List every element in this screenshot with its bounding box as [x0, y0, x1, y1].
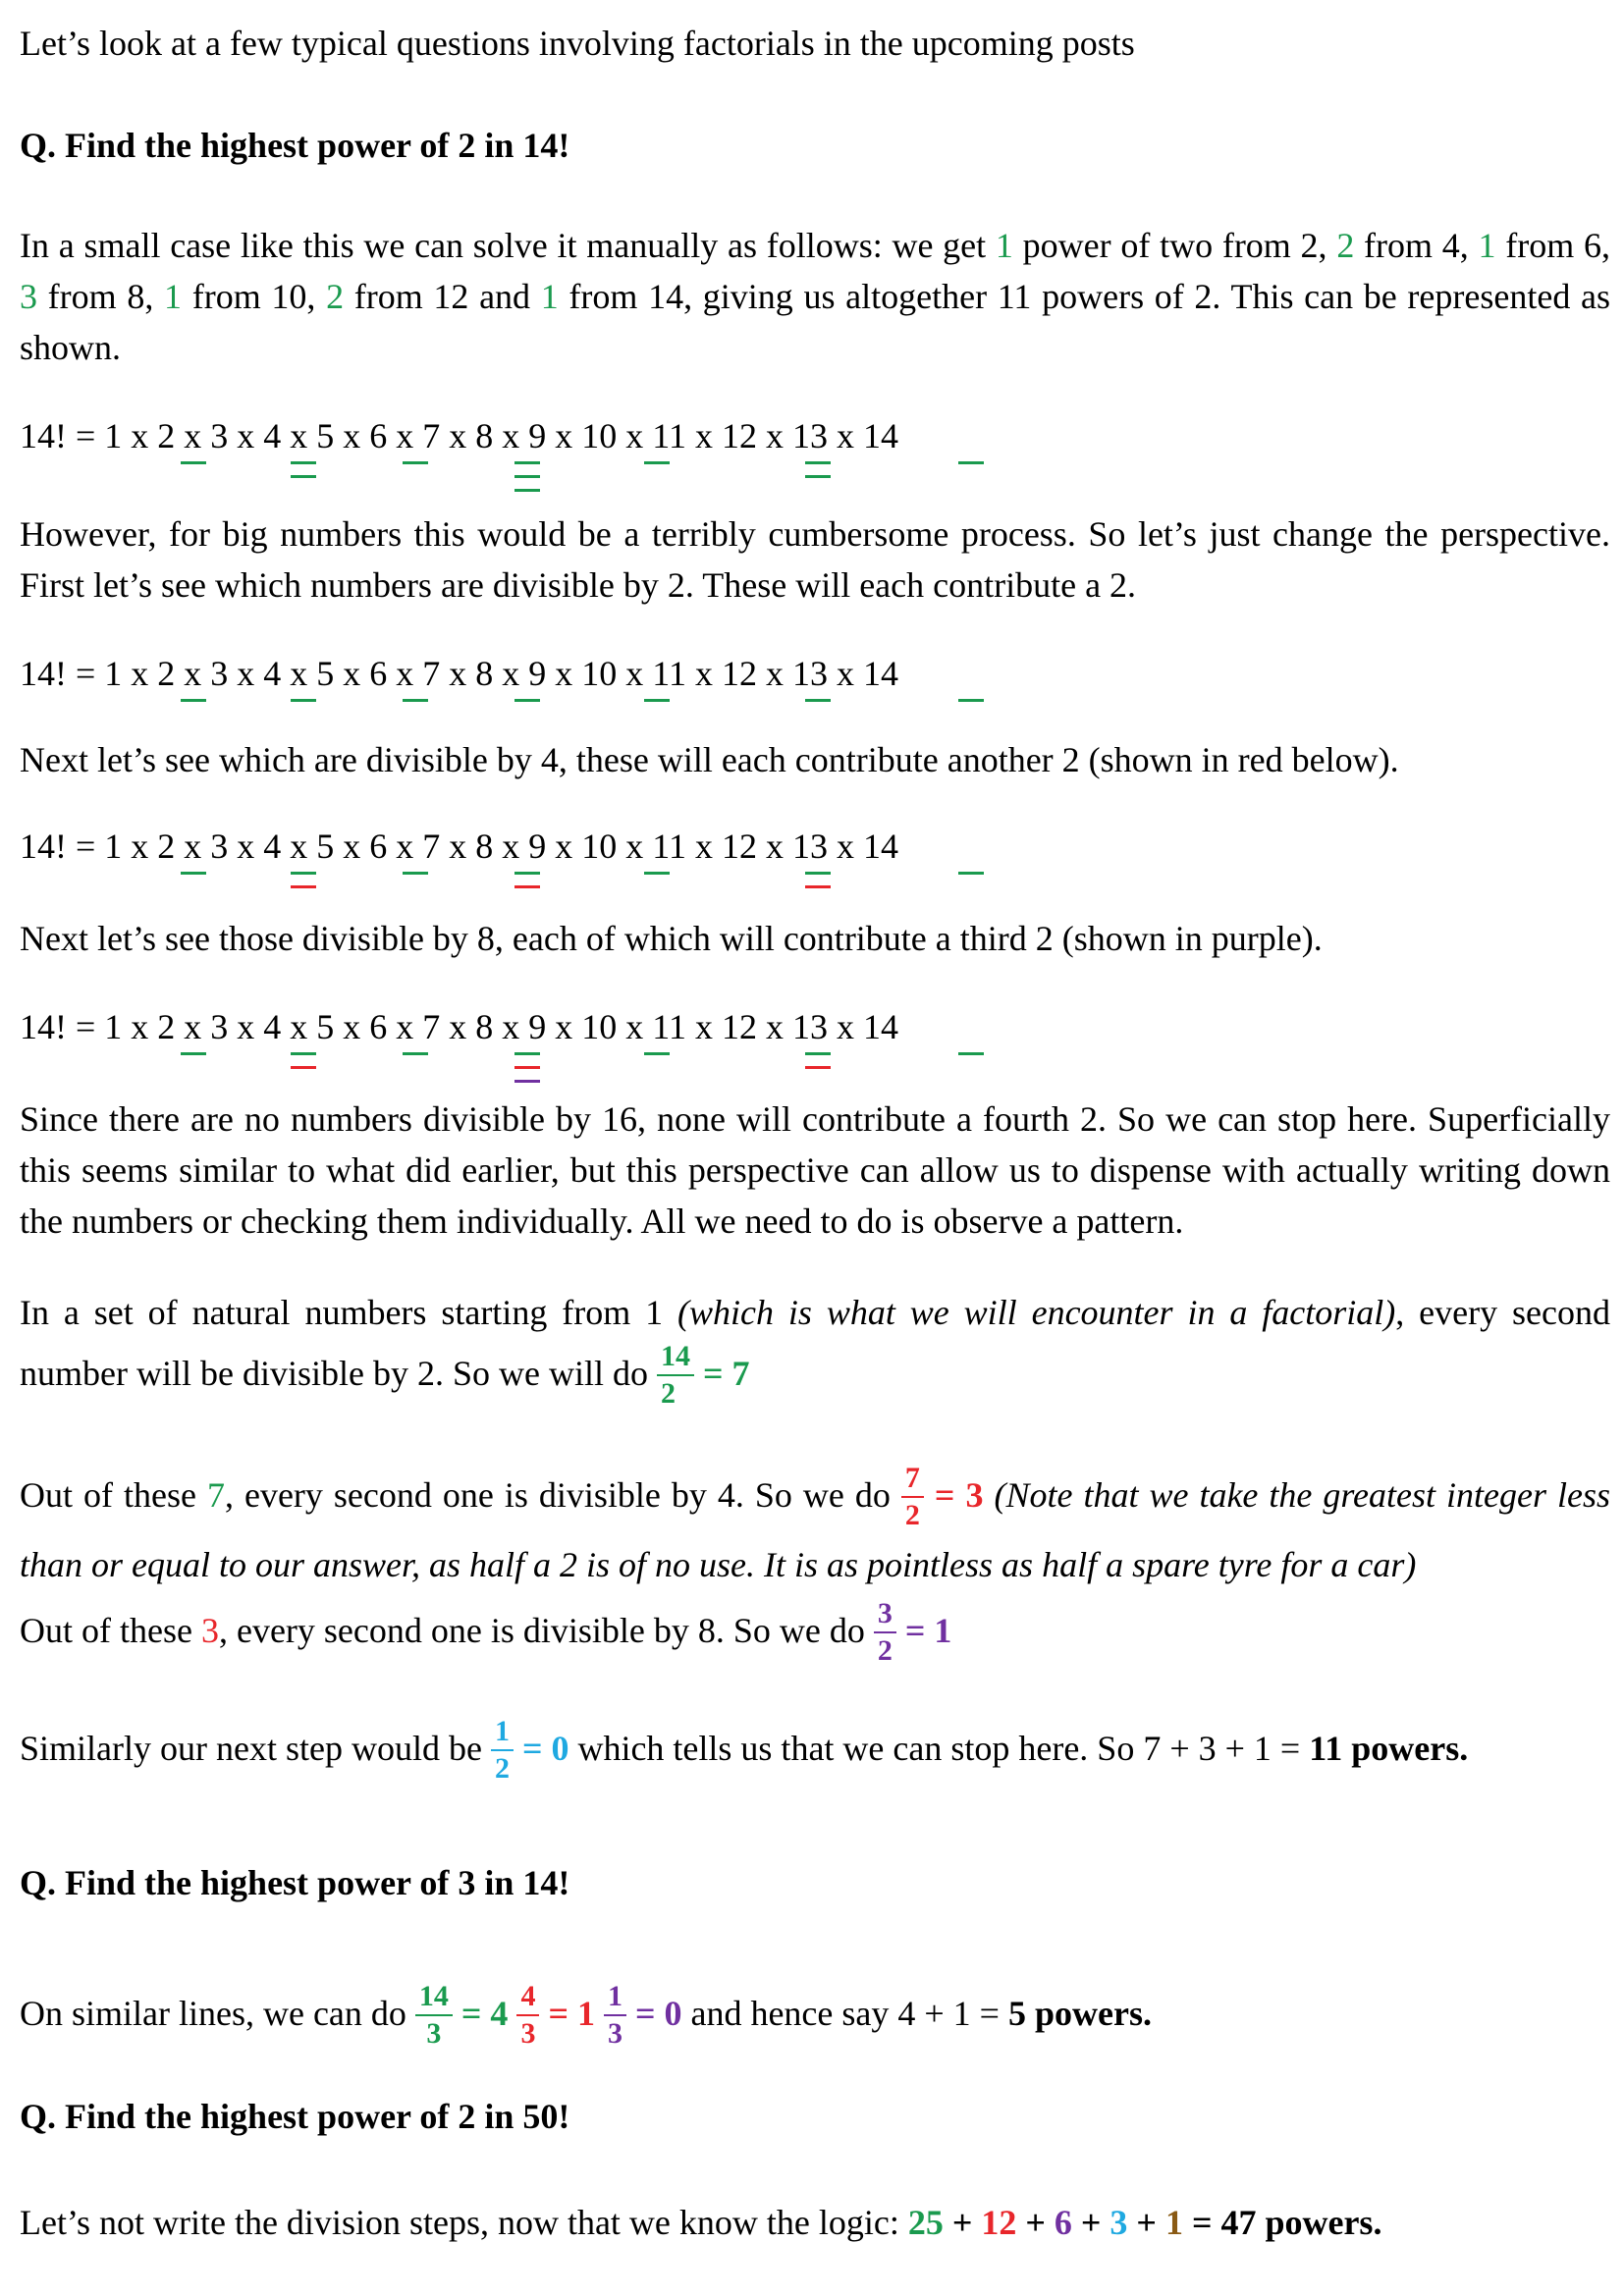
fraction-14-over-2: $\frac{14}{2}$: [657, 1342, 694, 1409]
tick-mark: [291, 475, 316, 478]
question-3-title: Q. Find the highest power of 2 in 50!: [20, 2097, 570, 2136]
tick-mark: [403, 461, 428, 464]
equation-text: 14! = 1 x 2 x 3 x 4 x 5 x 6 x 7 x 8 x 9 x 10 x 11 x 12 x 13 x 14: [20, 827, 898, 866]
q1-paragraph-7: Out of these 7, every second one is divisible by 4. So we do $\frac{7}{2}$ = 3 (Note that we take the greatest integer less than or equal to our answer, as half a 2 is of no use. It is as pointless as half a spare tyre for a car): [20, 1461, 1611, 1584]
fraction-14-over-3: $\frac{14}{3}$: [415, 1982, 453, 2049]
fraction-4-over-3: $\frac{4}{3}$: [516, 1982, 539, 2049]
tick-mark: [805, 1052, 831, 1055]
tick-mark: [644, 1052, 670, 1055]
tick-mark: [291, 461, 316, 464]
tick-mark: [514, 1052, 540, 1055]
q1-paragraph-5: Since there are no numbers divisible by 16, none will contribute a fourth 2. So we can stop here. Superficially this seems similar to what did earlier, but this perspective can allow us to dispense with actually writing down the numbers or checking them individually. All we need to do is observe a pattern.: [20, 1099, 1610, 1241]
fraction-7-over-2: $\frac{7}{2}$: [901, 1464, 924, 1530]
tick-mark: [958, 699, 984, 702]
tick-mark: [181, 461, 206, 464]
q2-paragraph: On similar lines, we can do $\frac{14}{3}$ = 4 $\frac{4}{3}$ = 1 $\frac{1}{3}$ = 0 and hence say 4 + 1 = 5 powers.: [20, 1979, 1152, 2050]
q1-paragraph-8: Out of these 3, every second one is divisible by 8. So we do $\frac{3}{2}$ = 1: [20, 1596, 952, 1667]
tick-mark: [291, 1066, 316, 1069]
tick-mark: [403, 699, 428, 702]
tick-mark: [291, 885, 316, 888]
q1-paragraph-2: However, for big numbers this would be a terribly cumbersome process. So let’s just change the perspective. First let’s see which numbers are divisible by 2. These will each contribute a 2.: [20, 514, 1610, 605]
tick-mark: [181, 699, 206, 702]
tick-mark: [958, 872, 984, 875]
tick-mark: [514, 489, 540, 492]
tick-mark: [291, 1052, 316, 1055]
tick-mark: [291, 872, 316, 875]
tick-mark: [403, 1052, 428, 1055]
q1-paragraph-4: Next let’s see those divisible by 8, each of which will contribute a third 2 (shown in purple).: [20, 919, 1323, 958]
equation-text: 14! = 1 x 2 x 3 x 4 x 5 x 6 x 7 x 8 x 9 x 10 x 11 x 12 x 13 x 14: [20, 654, 898, 693]
tick-mark: [514, 461, 540, 464]
tick-mark: [514, 1080, 540, 1083]
fraction-3-over-2: $\frac{3}{2}$: [874, 1599, 896, 1666]
tick-mark: [805, 461, 831, 464]
tick-mark: [514, 475, 540, 478]
tick-mark: [181, 872, 206, 875]
tick-mark: [958, 461, 984, 464]
tick-mark: [644, 699, 670, 702]
tick-mark: [514, 699, 540, 702]
tick-mark: [805, 1066, 831, 1069]
fraction-1-over-3: $\frac{1}{3}$: [604, 1982, 626, 2049]
equation-text: 14! = 1 x 2 x 3 x 4 x 5 x 6 x 7 x 8 x 9 x 10 x 11 x 12 x 13 x 14: [20, 1007, 898, 1046]
q3-paragraph: Let’s not write the division steps, now that we know the logic: 25 + 12 + 6 + 3 + 1 = 47 powers.: [20, 2203, 1382, 2242]
tick-mark: [958, 1052, 984, 1055]
tick-mark: [403, 872, 428, 875]
q1-paragraph-9: Similarly our next step would be $\frac{1}{2}$ = 0 which tells us that we can stop here. So 7 + 3 + 1 = 11 powers.: [20, 1714, 1469, 1785]
q1-paragraph-6: In a set of natural numbers starting from 1 (which is what we will encounter in a factorial), every second number will be divisible by 2. So we will do $\frac{14}{2}$ = 7: [20, 1293, 1610, 1410]
tick-mark: [514, 872, 540, 875]
question-1-title: Q. Find the highest power of 2 in 14!: [20, 126, 570, 165]
tick-mark: [805, 699, 831, 702]
fraction-1-over-2: $\frac{1}{2}$: [491, 1717, 514, 1784]
tick-mark: [514, 885, 540, 888]
question-2-title: Q. Find the highest power of 3 in 14!: [20, 1863, 570, 1902]
tick-mark: [805, 885, 831, 888]
tick-mark: [291, 699, 316, 702]
tick-mark: [644, 872, 670, 875]
tick-mark: [805, 475, 831, 478]
tick-mark: [514, 1066, 540, 1069]
q1-paragraph-1: In a small case like this we can solve it manually as follows: we get 1 power of two from 2, 2 from 4, 1 from 6, 3 from 8, 1 from 10, 2 from 12 and 1 from 14, giving us altogether 11 powers of 2. This can be represented as shown.: [20, 226, 1611, 367]
intro-text: Let’s look at a few typical questions involving factorials in the upcoming posts: [20, 24, 1135, 63]
tick-mark: [181, 1052, 206, 1055]
tick-mark: [805, 872, 831, 875]
tick-mark: [644, 461, 670, 464]
q1-paragraph-3: Next let’s see which are divisible by 4, these will each contribute another 2 (shown in red below).: [20, 740, 1399, 779]
equation-text: 14! = 1 x 2 x 3 x 4 x 5 x 6 x 7 x 8 x 9 x 10 x 11 x 12 x 13 x 14: [20, 416, 898, 455]
